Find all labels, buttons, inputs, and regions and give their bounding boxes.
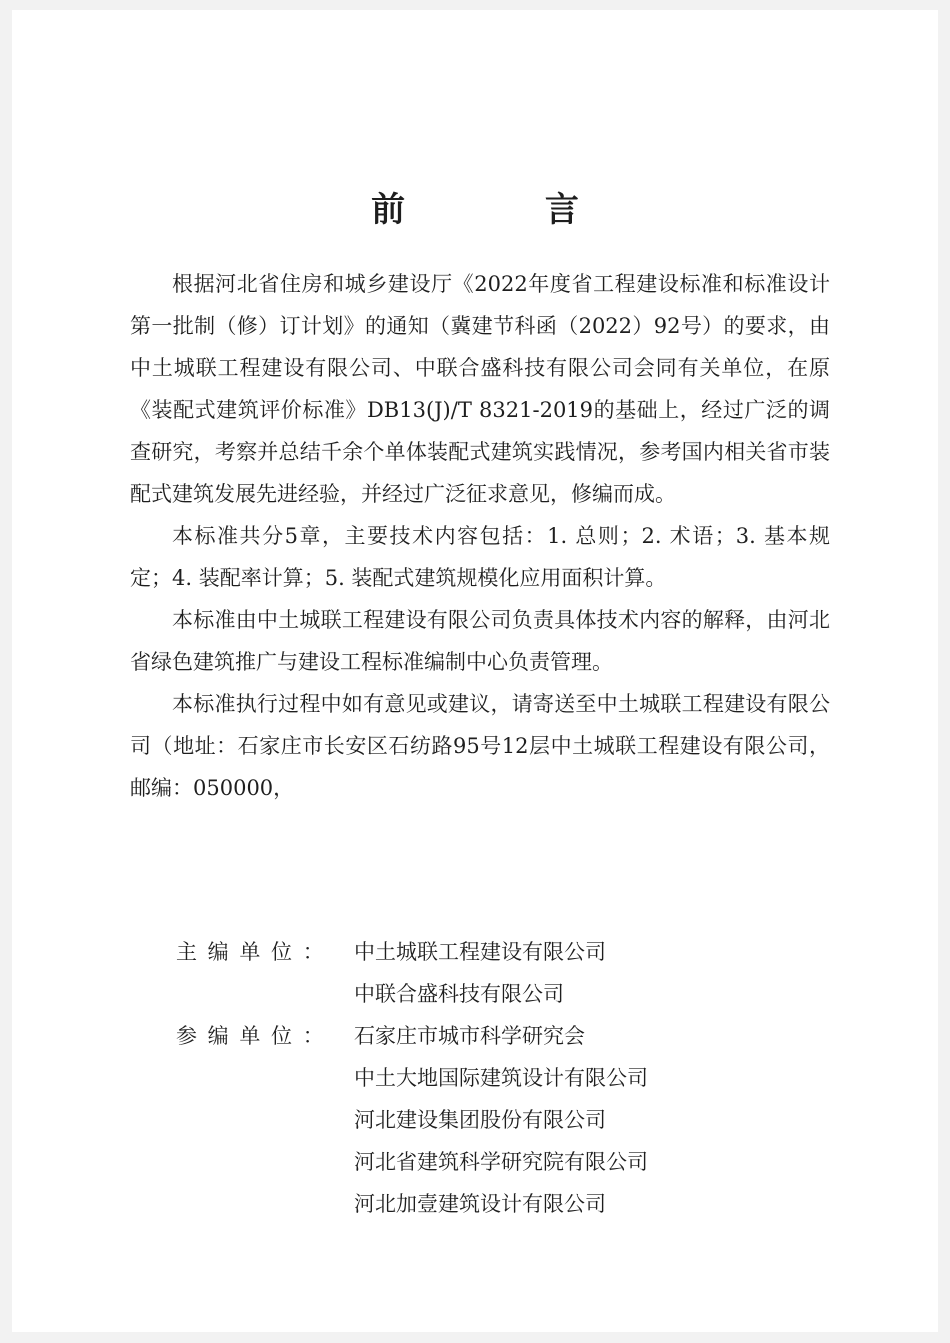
participant-unit: 石家庄市城市科学研究会: [354, 1024, 585, 1048]
chief-editor-label: 主 编 单 位 ：: [176, 940, 326, 964]
chief-editor-unit: 中土城联工程建设有限公司: [354, 940, 606, 964]
participants-label: 参 编 单 位 ：: [176, 1024, 326, 1048]
preface-paragraph-4: 本标准执行过程中如有意见或建议，请寄送至中土城联工程建设有限公司（地址：石家庄市长安区石纺路95号12层中土城联工程建设有限公司，邮编：050000，: [130, 692, 830, 800]
organizations: [176, 931, 736, 1225]
page-title: 前 言: [371, 190, 643, 230]
participant-unit: 河北省建筑科学研究院有限公司: [354, 1150, 648, 1174]
chief-editor-row: [176, 931, 736, 1015]
preface-paragraph-2: 本标准共分5章，主要技术内容包括：1. 总则；2. 术语；3. 基本规定；4. 装配率计算；5. 装配式建筑规模化应用面积计算。: [130, 524, 830, 590]
preface-body: [130, 263, 830, 809]
participants-row: [176, 1015, 736, 1225]
preface-paragraph-1: 根据河北省住房和城乡建设厅《2022年度省工程建设标准和标准设计第一批制（修）订计划》的通知（冀建节科函（2022）92号）的要求，由中土城联工程建设有限公司、中联合盛科技有限公司会同有关单位，在原《装配式建筑评价标准》DB13(J)/T 8321-2019的基础上，经过广泛的调查研究，考察并总结千余个单体装配式建筑实践情况，参考国内相关省市装配式建筑发展先进经验，并经过广泛征求意见，修编而成。: [130, 272, 830, 506]
chief-editor-list: [354, 931, 606, 1015]
participant-unit: 河北加壹建筑设计有限公司: [354, 1192, 606, 1216]
preface-paragraph-3: 本标准由中土城联工程建设有限公司负责具体技术内容的解释，由河北省绿色建筑推广与建设工程标准编制中心负责管理。: [130, 608, 830, 674]
participant-unit: 河北建设集团股份有限公司: [354, 1108, 606, 1132]
participant-unit: 中土大地国际建筑设计有限公司: [354, 1066, 648, 1090]
chief-editor-unit: 中联合盛科技有限公司: [354, 982, 564, 1006]
participants-list: [354, 1015, 648, 1225]
